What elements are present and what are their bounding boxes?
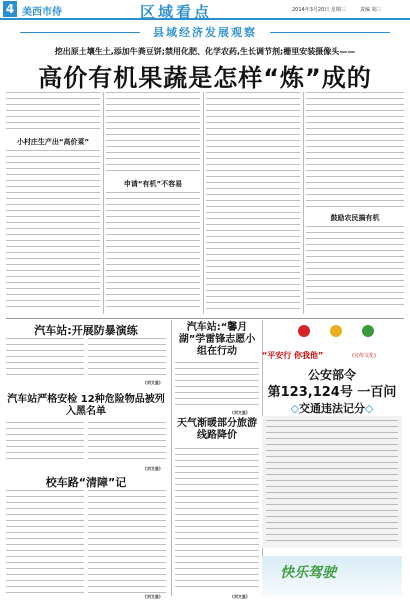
brief-byline-1: (刘文星) xyxy=(145,380,161,385)
body-text xyxy=(88,490,166,594)
order-number-title: 第123,124号 一百问 xyxy=(267,385,397,400)
brief-byline-4: (刘文星) xyxy=(232,410,248,415)
story-subhead-2: 申请“有机”不容易 xyxy=(123,180,183,188)
section-title: 区域看点 xyxy=(140,3,213,21)
column-divider xyxy=(203,92,204,314)
body-text xyxy=(6,92,100,134)
issue-date: 2014年3月20日 星期三 xyxy=(292,7,346,13)
qa-section-title xyxy=(262,400,402,416)
logo-text: 快乐驾驶 xyxy=(280,565,336,581)
column-divider xyxy=(103,92,104,314)
body-text xyxy=(6,150,100,310)
paper-name: 美西市侍 xyxy=(22,7,62,18)
body-text xyxy=(306,92,404,210)
page-number: 4 xyxy=(3,1,17,17)
body-text xyxy=(266,420,398,544)
diamond-icon: ◇ xyxy=(290,402,299,415)
green-light-icon xyxy=(362,325,374,337)
qa-title-text: 交通违法记分 xyxy=(299,402,365,415)
body-text xyxy=(175,362,259,406)
body-text xyxy=(175,448,259,592)
brief-byline-3: (刘文星) xyxy=(145,594,161,599)
brief-title-2: 汽车站严格安检 12种危险物品被列入黑名单 xyxy=(7,394,165,417)
editor-credit: 责编 胡三 xyxy=(360,7,382,13)
series-banner: 县域经济发展观察 xyxy=(0,24,410,40)
red-light-icon xyxy=(298,325,310,337)
diamond-icon: ◇ xyxy=(365,402,374,415)
brief-title-3: 校车路“清障”记 xyxy=(45,476,127,489)
campaign-slogan: “平安行 你我他” xyxy=(262,351,324,360)
section-divider xyxy=(6,318,404,319)
yellow-light-icon xyxy=(330,325,342,337)
body-text xyxy=(6,338,84,378)
story-column-2 xyxy=(106,92,200,314)
body-text xyxy=(106,192,200,310)
body-text xyxy=(306,226,404,310)
story-subhead-3: 鼓励农民搞有机 xyxy=(330,214,380,222)
brief-byline-2: (刘文星) xyxy=(145,466,161,471)
body-text xyxy=(106,92,200,176)
column-divider xyxy=(303,92,304,314)
qa-panel xyxy=(262,416,402,548)
body-text xyxy=(88,338,166,378)
column-divider xyxy=(171,320,172,596)
body-text xyxy=(88,422,166,464)
story-column-3 xyxy=(206,92,300,314)
story-kicker: 挖出原土壤生土,添加牛粪豆饼;禁用化肥、化学农药,生长调节剂;栅里安装摄像头—— xyxy=(54,47,356,56)
slogan-tag: (宣传文化) xyxy=(352,353,376,359)
brief-byline-5: (刘文星) xyxy=(232,594,248,599)
story-column-4 xyxy=(306,92,404,314)
brief-title-1: 汽车站:开展防暴演练 xyxy=(34,324,138,337)
brief-title-5: 天气渐暖部分旅游线路降价 xyxy=(177,418,257,441)
brief-title-4: 汽车站:“馨月湖”学雷锋志愿小组在行动 xyxy=(178,322,256,357)
body-text xyxy=(6,422,84,464)
body-text xyxy=(6,490,84,594)
story-subhead-1: 小村庄生产出“高价菜” xyxy=(16,138,90,146)
ministry-order: 公安部令 xyxy=(307,368,356,382)
story-column-1 xyxy=(6,92,100,314)
body-text xyxy=(206,92,300,314)
masthead xyxy=(0,0,410,20)
traffic-light-icon xyxy=(290,325,390,339)
story-headline: 高价有机果蔬是怎样“炼”成的 xyxy=(38,64,372,92)
